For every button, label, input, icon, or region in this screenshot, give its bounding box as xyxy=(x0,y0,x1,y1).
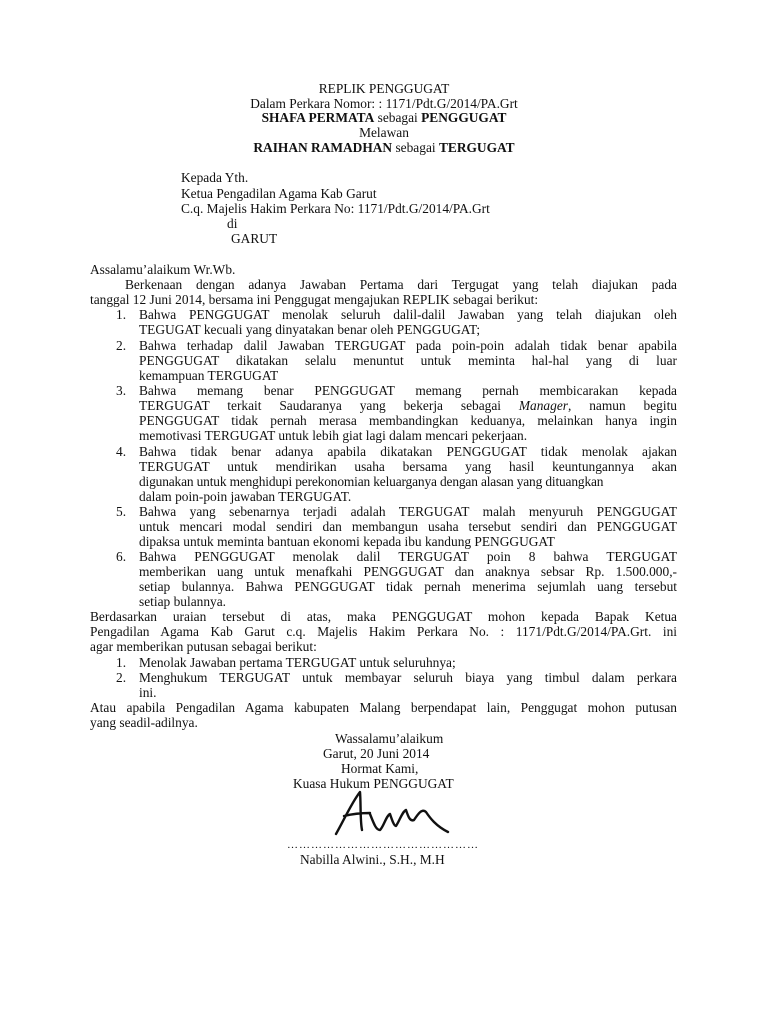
list-item-line: Bahwa terhadap dalil Jawaban TERGUGAT pada poin-poin adalah tidak benar apabila xyxy=(139,338,677,353)
list-item-number: 1. xyxy=(116,307,127,322)
plaintiff-role: PENGGUGAT xyxy=(421,110,507,125)
list-item-line: digunakan untuk menghidupi perekonomian keluarganya dengan alasan yang dituangkan xyxy=(139,474,604,489)
list-item-line: PENGGUGAT tidak pernah merasa membandingkan keduanya, melainkan hanya ingin xyxy=(139,413,677,428)
list-item-line: dalam poin-poin jawaban TERGUGAT. xyxy=(139,489,352,504)
list-item-line: TEGUGAT kecuali yang dinyatakan benar oleh PENGGUGAT; xyxy=(139,322,481,337)
request-line: ini. xyxy=(139,685,157,700)
list-item-line: Bahwa yang sebenarnya terjadi adalah TERGUGAT malah menyuruh PENGGUGAT xyxy=(139,504,677,519)
conclusion-line-2: Pengadilan Agama Kab Garut c.q. Majelis Hakim Perkara No. : 1171/Pdt.G/2014/PA.Grt. ini xyxy=(90,624,677,639)
list-item-line: dipaksa untuk meminta bantuan ekonomi kepada ibu kandung PENGGUGAT xyxy=(139,534,555,549)
plaintiff-name: SHAFA PERMATA xyxy=(261,110,375,125)
list-item-line: Bahwa tidak benar adanya apabila dikatakan PENGGUGAT tidak menolak ajakan xyxy=(139,444,677,459)
list-item-text: , namun begitu xyxy=(567,398,677,413)
document-title: REPLIK PENGGUGAT xyxy=(318,81,450,96)
conclusion-line-1: Berdasarkan uraian tersebut di atas, maka PENGGUGAT mohon kepada Bapak Ketua xyxy=(90,609,677,624)
signoff-salam: Wassalamu’alaikum xyxy=(335,731,444,746)
list-item-text: TERGUGAT terkait Saudaranya yang bekerja sebagai xyxy=(139,398,519,413)
request-number: 1. xyxy=(116,655,127,670)
versus-line: Melawan xyxy=(359,125,409,140)
address-to: Kepada Yth. xyxy=(181,170,249,185)
list-item-number: 4. xyxy=(116,444,127,459)
list-item-number: 6. xyxy=(116,549,127,564)
signoff-regards: Hormat Kami, xyxy=(341,761,419,776)
list-item-line: TERGUGAT untuk mendirikan usaha bersama yang hasil keuntungannya akan xyxy=(139,459,677,474)
plaintiff-connector: sebagai xyxy=(374,110,422,125)
defendant-connector: sebagai xyxy=(392,140,439,155)
list-item-line: setiap bulannya. xyxy=(139,594,227,609)
address-city: GARUT xyxy=(231,231,278,246)
list-item-line: kemampuan TERGUGAT xyxy=(139,368,279,383)
list-item-line: untuk mencari modal sendiri dan membangun usaha tersebut sendiri dan PENGGUGAT xyxy=(139,519,677,534)
intro-line-1: Berkenaan dengan adanya Jawaban Pertama dari Tergugat yang telah diajukan pada xyxy=(125,277,677,292)
signoff-role: Kuasa Hukum PENGGUGAT xyxy=(293,776,454,791)
list-item-number: 5. xyxy=(116,504,127,519)
list-item-line: Bahwa PENGGUGAT menolak dalil TERGUGAT poin 8 bahwa TERGUGAT xyxy=(139,549,677,564)
request-line: Menghukum TERGUGAT untuk membayar seluruh biaya yang timbul dalam perkara xyxy=(139,670,677,685)
list-item-number: 2. xyxy=(116,338,127,353)
defendant-line xyxy=(0,140,768,155)
list-item-line: Bahwa memang benar PENGGUGAT memang pernah membicarakan kepada xyxy=(139,383,677,398)
intro-line-2: tanggal 12 Juni 2014, bersama ini Penggugat mengajukan REPLIK sebagai berikut: xyxy=(90,292,539,307)
request-line: Menolak Jawaban pertama TERGUGAT untuk seluruhnya; xyxy=(139,655,456,670)
signature-dotted-line: ………………………………………… xyxy=(287,839,479,851)
list-item-line: memberikan uang untuk menafkahi PENGGUGAT dan anaknya sebsar Rp. 1.500.000,- xyxy=(139,564,677,579)
list-item-number: 3. xyxy=(116,383,127,398)
request-number: 2. xyxy=(116,670,127,685)
closing-line-2: yang seadil-adilnya. xyxy=(90,715,198,730)
defendant-name: RAIHAN RAMADHAN xyxy=(253,140,393,155)
signoff-place-date: Garut, 20 Juni 2014 xyxy=(323,746,430,761)
greeting: Assalamu’alaikum Wr.Wb. xyxy=(90,262,236,277)
address-line-1: Ketua Pengadilan Agama Kab Garut xyxy=(181,186,377,201)
case-number-line: Dalam Perkara Nomor: : 1171/Pdt.G/2014/PA.Grt xyxy=(250,96,518,111)
handwritten-signature xyxy=(330,786,460,846)
list-item-line xyxy=(139,398,677,413)
list-item-line: Bahwa PENGGUGAT menolak seluruh dalil-dalil Jawaban yang telah diajukan oleh xyxy=(139,307,677,322)
list-item-line: setiap bulannya. Bahwa PENGGUGAT tidak pernah menerima sejumlah uang tersebut xyxy=(139,579,677,594)
list-item-line: PENGGUGAT dikatakan selalu menuntut untuk meminta hal-hal yang di luar xyxy=(139,353,677,368)
plaintiff-line xyxy=(0,110,768,125)
list-item-line: memotivasi TERGUGAT untuk lebih giat lagi dalam mencari pekerjaan. xyxy=(139,428,528,443)
signatory-name: Nabilla Alwini., S.H., M.H xyxy=(300,852,445,867)
address-line-2: C.q. Majelis Hakim Perkara No: 1171/Pdt.G/2014/PA.Grt xyxy=(181,201,490,216)
defendant-role: TERGUGAT xyxy=(438,140,515,155)
address-di: di xyxy=(227,216,238,231)
list-item-italic-text: Manager xyxy=(518,398,568,413)
closing-line-1: Atau apabila Pengadilan Agama kabupaten Malang berpendapat lain, Penggugat mohon putusan xyxy=(90,700,677,715)
conclusion-line-3: agar memberikan putusan sebagai berikut: xyxy=(90,639,317,654)
